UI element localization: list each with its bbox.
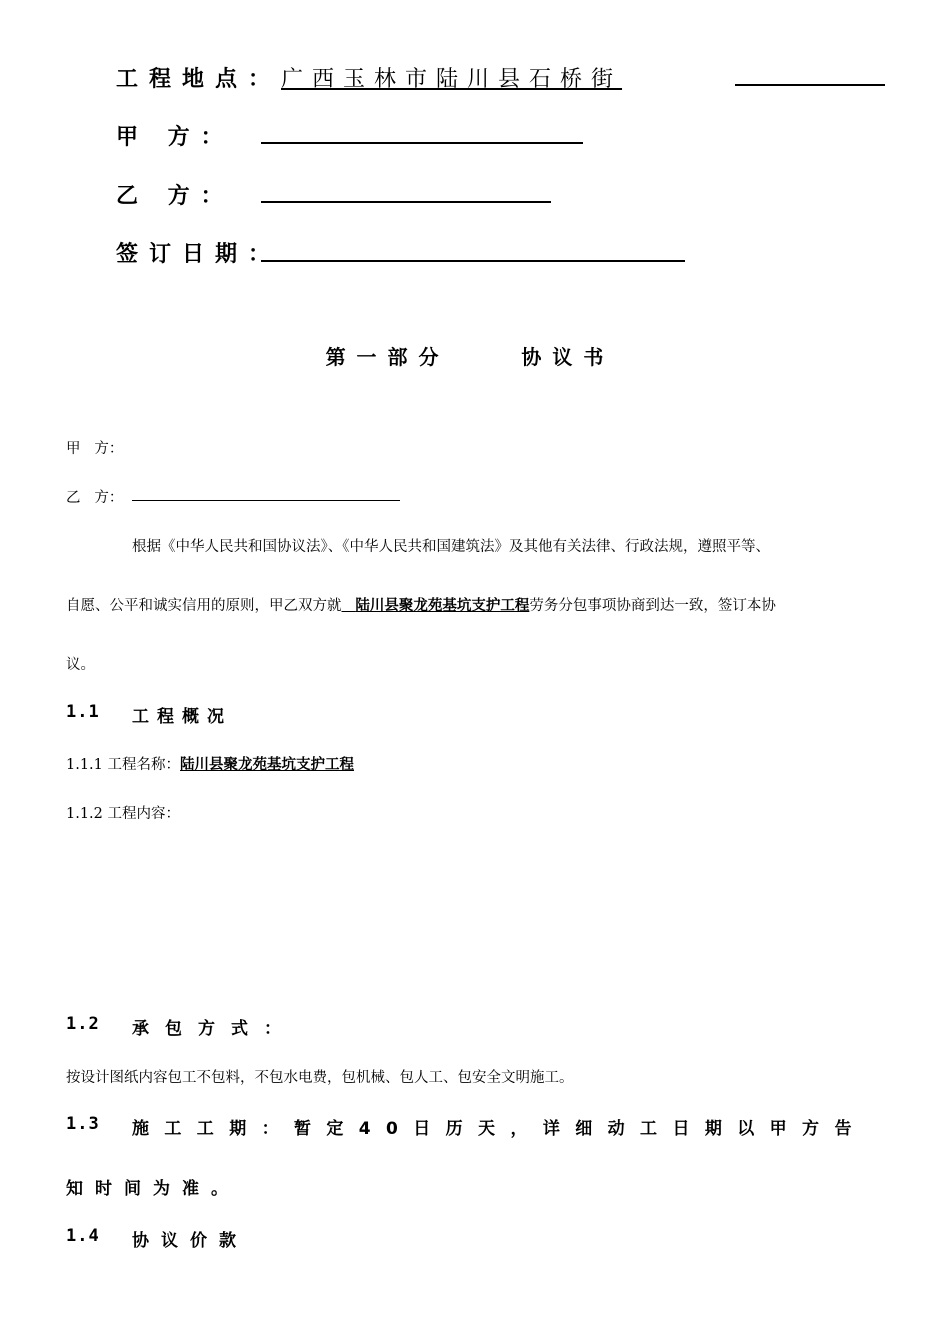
location-label: 工程地点：	[116, 67, 282, 92]
date-row	[116, 237, 281, 268]
date-label: 签订日期：	[116, 242, 282, 267]
intro-line-2	[66, 594, 776, 615]
party-a-row	[116, 120, 234, 151]
party-b-line[interactable]	[261, 201, 551, 203]
section-1-2-title: 承包方式：	[132, 1019, 297, 1039]
section-1-3-line-2: 知时间为准。	[66, 1179, 240, 1199]
party-b-label: 乙 方：	[116, 184, 234, 209]
item-1-1-1-value: 陆川县聚龙苑基坑支护工程	[180, 756, 355, 773]
party-a-label: 甲 方：	[116, 125, 234, 150]
location-extra-line	[735, 84, 885, 86]
item-1-1-1	[66, 753, 354, 774]
part-title: 第一部分 协议书	[325, 345, 615, 369]
intro-line-2-after: 劳务分包事项协商到达一致，签订本协	[529, 598, 776, 614]
intro-line-3: 议。	[66, 657, 95, 673]
party-a-line-text: 甲 方：	[66, 441, 124, 457]
section-1-2-number: 1.2	[66, 1014, 100, 1034]
party-b-line-text	[66, 486, 123, 507]
section-1-3-number: 1.3	[66, 1114, 100, 1134]
section-1-4-title: 协议价款	[132, 1231, 248, 1251]
date-line[interactable]	[261, 260, 685, 262]
section-1-2-body: 按设计图纸内容包工不包料，不包水电费，包机械、包人工、包安全文明施工。	[66, 1070, 574, 1086]
section-1-1-title: 工程概况	[132, 707, 232, 727]
party-b-text-label: 乙 方：	[66, 490, 124, 506]
item-1-1-2: 1.1.2 工程内容：	[66, 806, 181, 822]
party-b-text-underline[interactable]	[132, 500, 400, 501]
section-1-4-number: 1.4	[66, 1226, 100, 1246]
party-b-row	[116, 179, 234, 210]
item-1-1-1-label: 1.1.1 工程名称：	[66, 757, 181, 773]
section-1-1-heading	[66, 702, 100, 722]
section-1-1-number: 1.1	[66, 702, 100, 722]
section-1-3-line-1: 施工工期：暂定40日历天，详细动工日期以甲方告	[132, 1119, 867, 1139]
intro-project-name: 陆川县聚龙苑基坑支护工程	[355, 597, 530, 614]
intro-line-1: 根据《中华人民共和国协议法》、《中华人民共和国建筑法》及其他有关法律、行政法规，遵照平等、	[132, 539, 770, 555]
intro-line-2-before: 自愿、公平和诚实信用的原则，甲乙双方就	[66, 598, 342, 614]
location-row	[116, 62, 622, 93]
party-a-line[interactable]	[261, 142, 583, 144]
location-value: 广西玉林市陆川县石桥街	[281, 67, 623, 92]
